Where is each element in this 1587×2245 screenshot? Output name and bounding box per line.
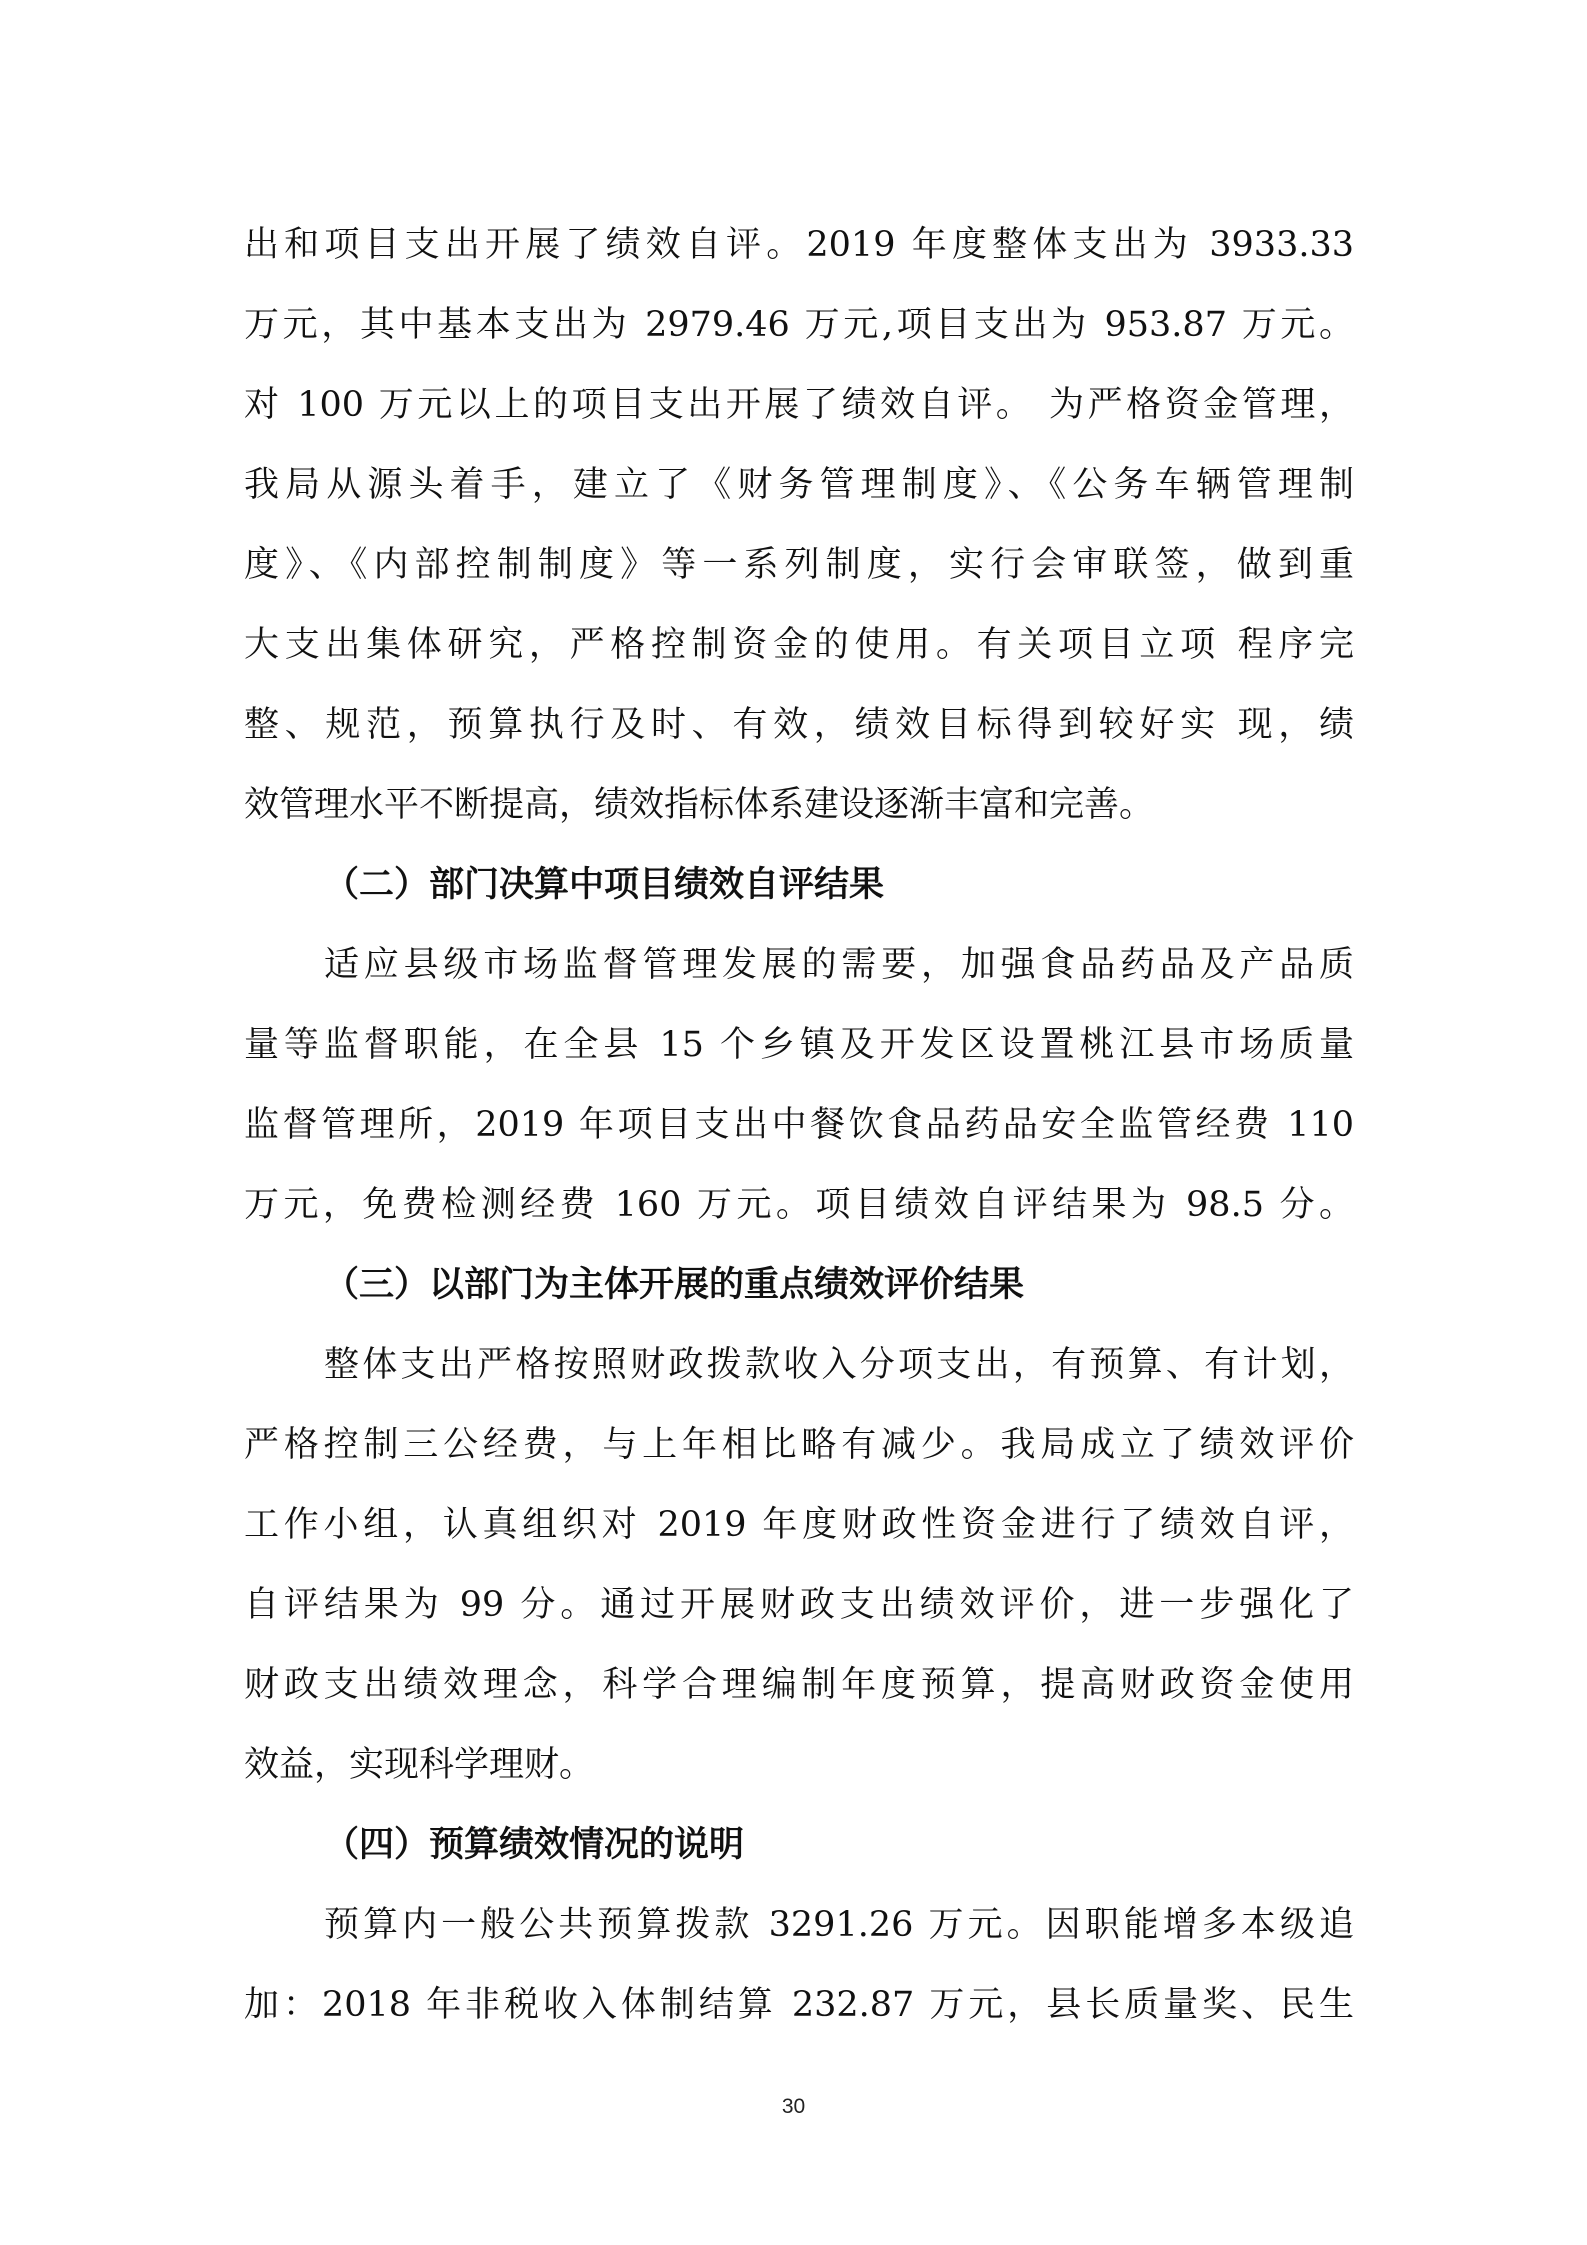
page-number: 30	[781, 2095, 806, 2118]
paragraph-line: 适应县级市场监督管理发展的需要，加强食品药品及产品质	[324, 945, 1354, 985]
paragraph-line: 对 100 万元以上的项目支出开展了绩效自评。 为严格资金管理，	[244, 385, 1354, 425]
paragraph-line: 加：2018 年非税收入体制结算 232.87 万元，县长质量奖、民生	[244, 1985, 1354, 2025]
paragraph-line: 效益，实现科学理财。	[244, 1745, 595, 1785]
paragraph-line: 财政支出绩效理念，科学合理编制年度预算，提高财政资金使用	[244, 1665, 1354, 1705]
section-heading: （二）部门决算中项目绩效自评结果	[324, 865, 885, 905]
paragraph-line: 自评结果为 99 分。通过开展财政支出绩效评价，进一步强化了	[244, 1585, 1354, 1625]
paragraph-line: 万元，其中基本支出为 2979.46 万元,项目支出为 953.87 万元。	[244, 305, 1354, 345]
section-heading: （四）预算绩效情况的说明	[324, 1825, 745, 1865]
paragraph-line: 效管理水平不断提高，绩效指标体系建设逐渐丰富和完善。	[244, 785, 1155, 825]
section-heading: （三）以部门为主体开展的重点绩效评价结果	[324, 1265, 1025, 1305]
paragraph-line: 万元，免费检测经费 160 万元。项目绩效自评结果为 98.5 分。	[244, 1185, 1354, 1225]
paragraph-line: 度》、《内部控制制度》等一系列制度，实行会审联签，做到重	[244, 545, 1354, 585]
paragraph-line: 量等监督职能，在全县 15 个乡镇及开发区设置桃江县市场质量	[244, 1025, 1354, 1065]
paragraph-line: 出和项目支出开展了绩效自评。2019 年度整体支出为 3933.33	[244, 225, 1354, 265]
paragraph-line: 预算内一般公共预算拨款 3291.26 万元。因职能增多本级追	[324, 1905, 1354, 1945]
paragraph-line: 大支出集体研究，严格控制资金的使用。有关项目立项 程序完	[244, 625, 1354, 665]
paragraph-line: 工作小组，认真组织对 2019 年度财政性资金进行了绩效自评，	[244, 1505, 1354, 1545]
paragraph-line: 我局从源头着手，建立了《财务管理制度》、《公务车辆管理制	[244, 465, 1354, 505]
paragraph-line: 监督管理所，2019 年项目支出中餐饮食品药品安全监管经费 110	[244, 1105, 1354, 1145]
paragraph-line: 整体支出严格按照财政拨款收入分项支出，有预算、有计划，	[324, 1345, 1354, 1385]
paragraph-line: 严格控制三公经费，与上年相比略有减少。我局成立了绩效评价	[244, 1425, 1354, 1465]
paragraph-line: 整、规范，预算执行及时、有效，绩效目标得到较好实 现，绩	[244, 705, 1354, 745]
